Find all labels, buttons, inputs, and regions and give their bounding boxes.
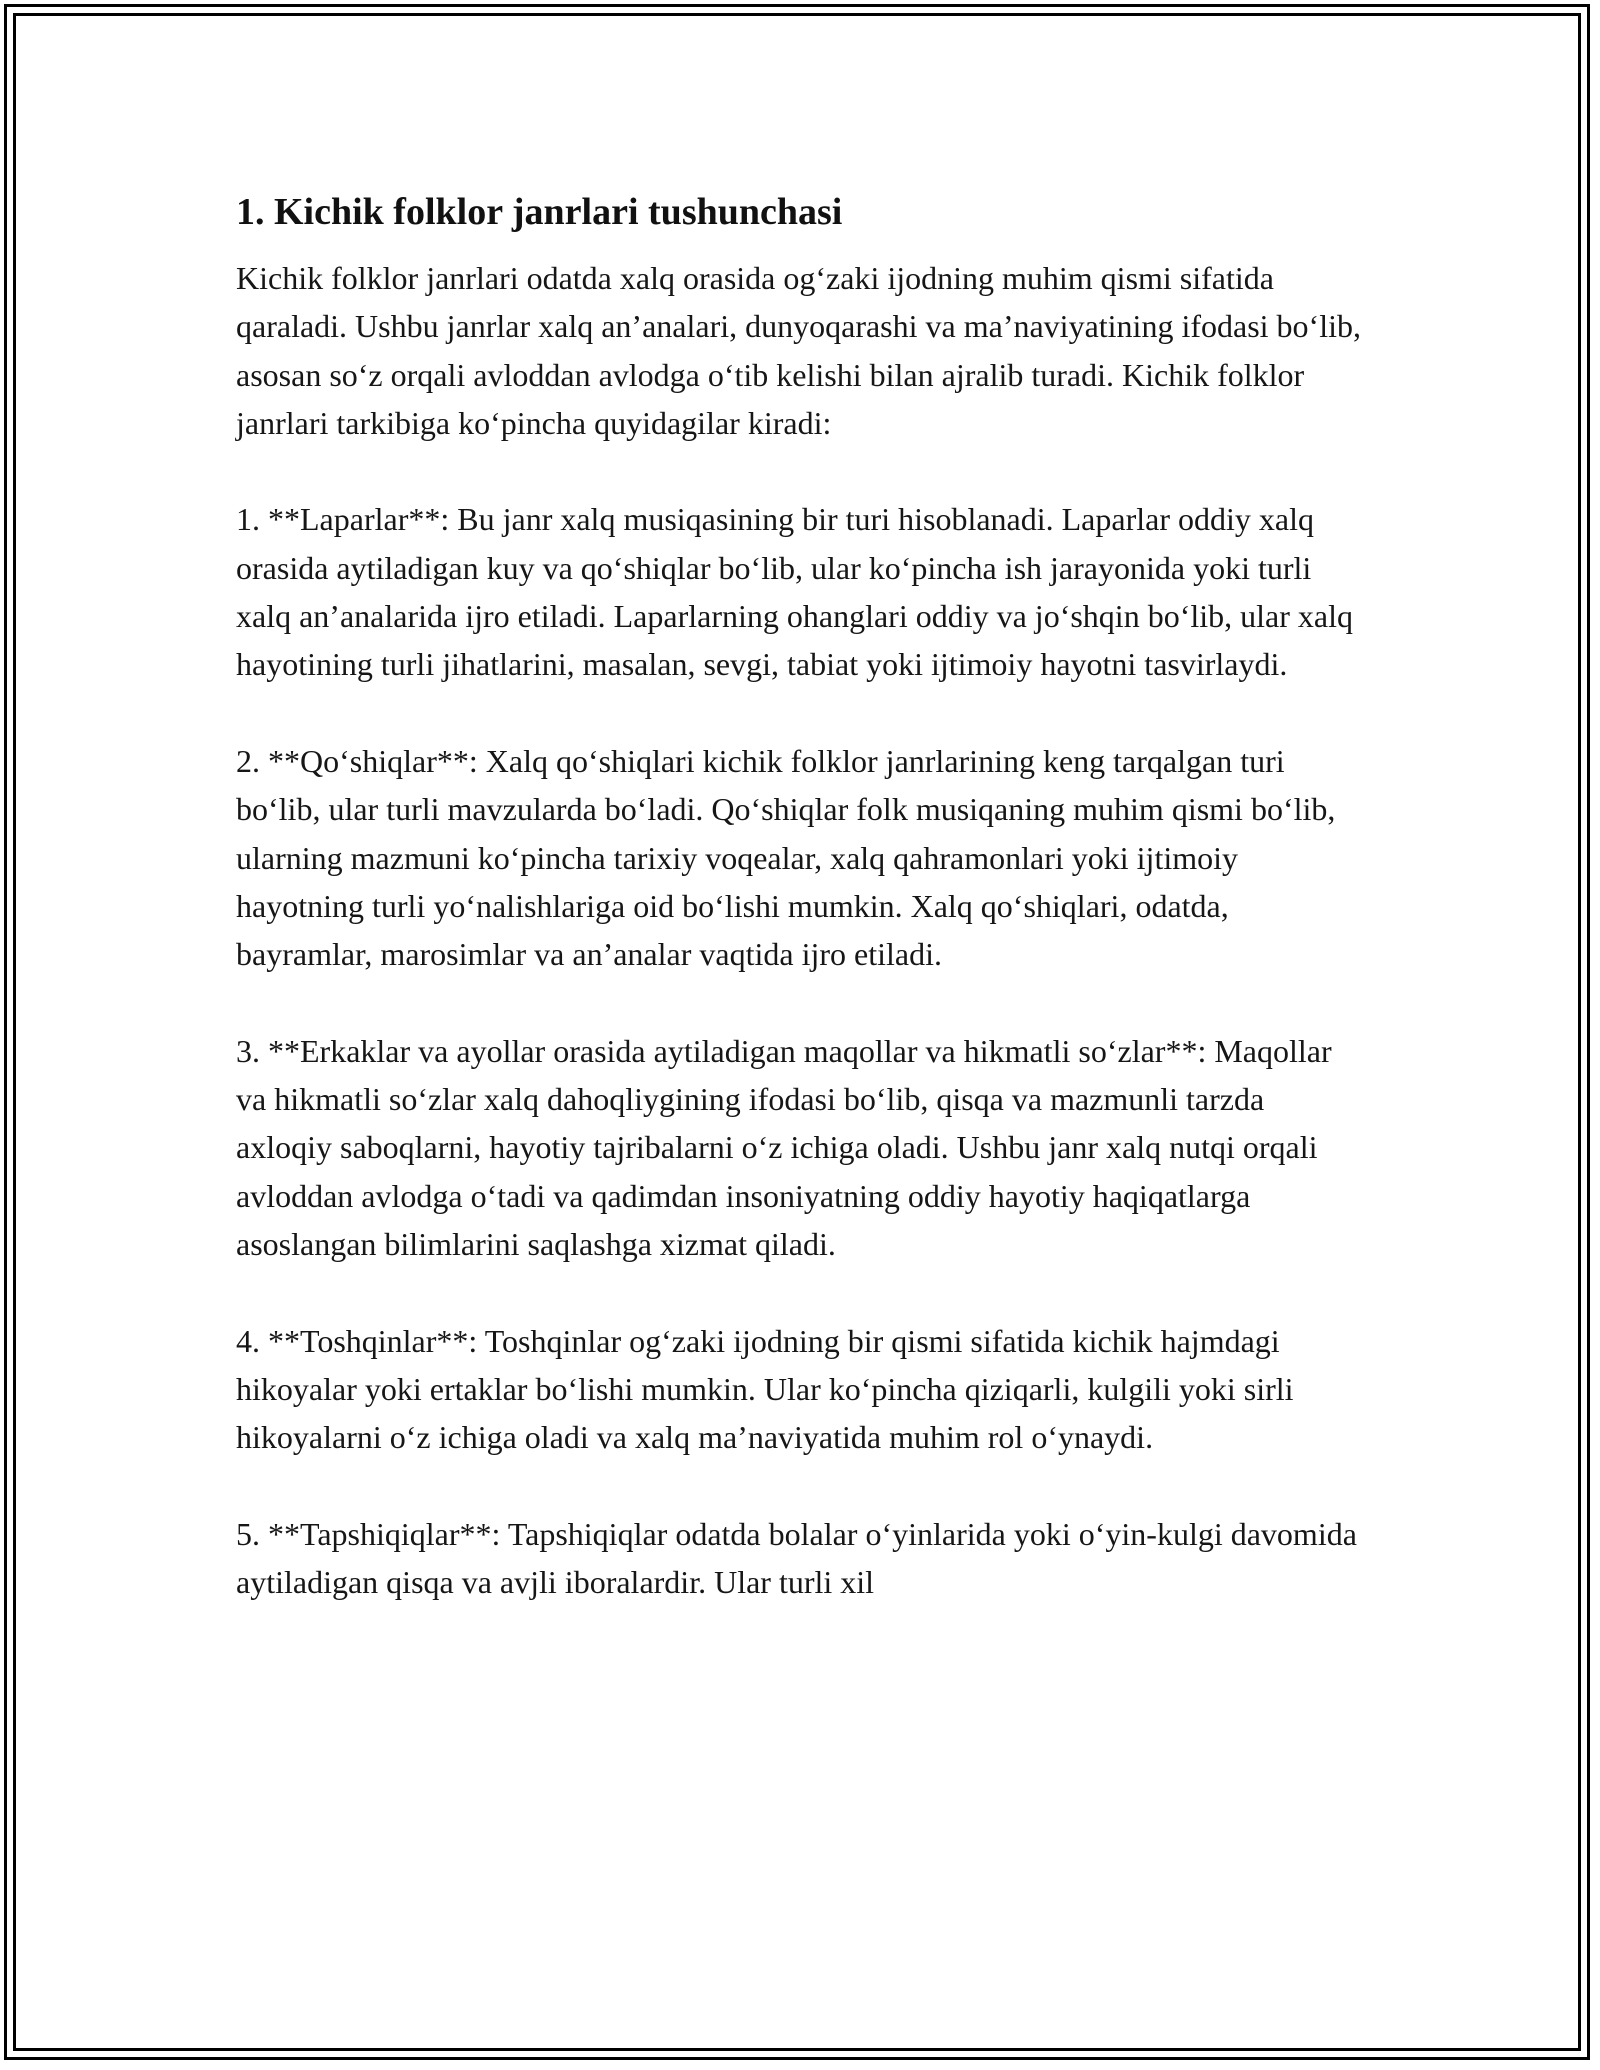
intro-paragraph: Kichik folklor janrlari odatda xalq orasida og‘zaki ijodning muhim qismi sifatida qaraladi. Ushbu janrlar xalq an’analari, dunyoqarashi va ma’naviyatining ifodasi bo‘lib, asosan so‘z orqali avloddan avlodga o‘tib kelishi bilan ajralib turadi. Kichik folklor janrlari tarkibiga ko‘pincha quyidagilar kiradi: xyxy=(236,260,1361,441)
paragraph-toshqinlar: 4. **Toshqinlar**: Toshqinlar og‘zaki ijodning bir qismi sifatida kichik hajmdagi hikoyalar yoki ertaklar bo‘lishi mumkin. Ular ko‘pincha qiziqarli, kulgili yoki sirli hikoyalarni o‘z ichiga oladi va xalq ma’naviyatida muhim rol o‘ynaydi. xyxy=(236,1322,1294,1456)
paragraph-maqollar: 3. **Erkaklar va ayollar orasida aytiladigan maqollar va hikmatli so‘zlar**: Maqollar va hikmatli so‘zlar xalq dahoqliygining ifodasi bo‘lib, qisqa va mazmunli tarzda axloqiy saboqlarni, hayotiy tajribalarni o‘z ichiga oladi. Ushbu janr xalq nutqi orqali avloddan avlodga o‘tadi va qadimdan insoniyatning oddiy hayotiy haqiqatlarga asoslangan bilimlarini saqlashga xizmat qiladi. xyxy=(236,1032,1332,1262)
paragraph-laparlar: 1. **Laparlar**: Bu janr xalq musiqasining bir turi hisoblanadi. Laparlar oddiy xalq orasida aytiladigan kuy va qo‘shiqlar bo‘lib, ular ko‘pincha ish jarayonida yoki turli xalq an’analarida ijro etiladi. Laparlarning ohanglari oddiy va jo‘shqin bo‘lib, ular xalq hayotining turli jihatlarini, masalan, sevgi, tabiat yoki ijtimoiy hayotni tasvirlaydi. xyxy=(236,501,1353,683)
paragraph-qoshiqlar: 2. **Qo‘shiqlar**: Xalq qo‘shiqlari kichik folklor janrlarining keng tarqalgan turi bo‘lib, ular turli mavzularda bo‘ladi. Qo‘shiqlar folk musiqaning muhim qismi bo‘lib, ularning mazmuni ko‘pincha tarixiy voqealar, xalq qahramonlari yoki ijtimoiy hayotning turli yo‘nalishlariga oid bo‘lishi mumkin. Xalq qo‘shiqlari, odatda, bayramlar, marosimlar va an’analar vaqtida ijro etiladi. xyxy=(236,742,1336,973)
paragraph-tapshiqiqlar: 5. **Tapshiqiqlar**: Tapshiqiqlar odatda bolalar o‘yinlarida yoki o‘yin-kulgi davomida aytiladigan qisqa va avjli iboralardir. Ular turli xil xyxy=(236,1515,1357,1601)
document-body xyxy=(236,186,1366,1655)
document-heading: 1. Kichik folklor janrlari tushunchasi xyxy=(236,191,843,233)
